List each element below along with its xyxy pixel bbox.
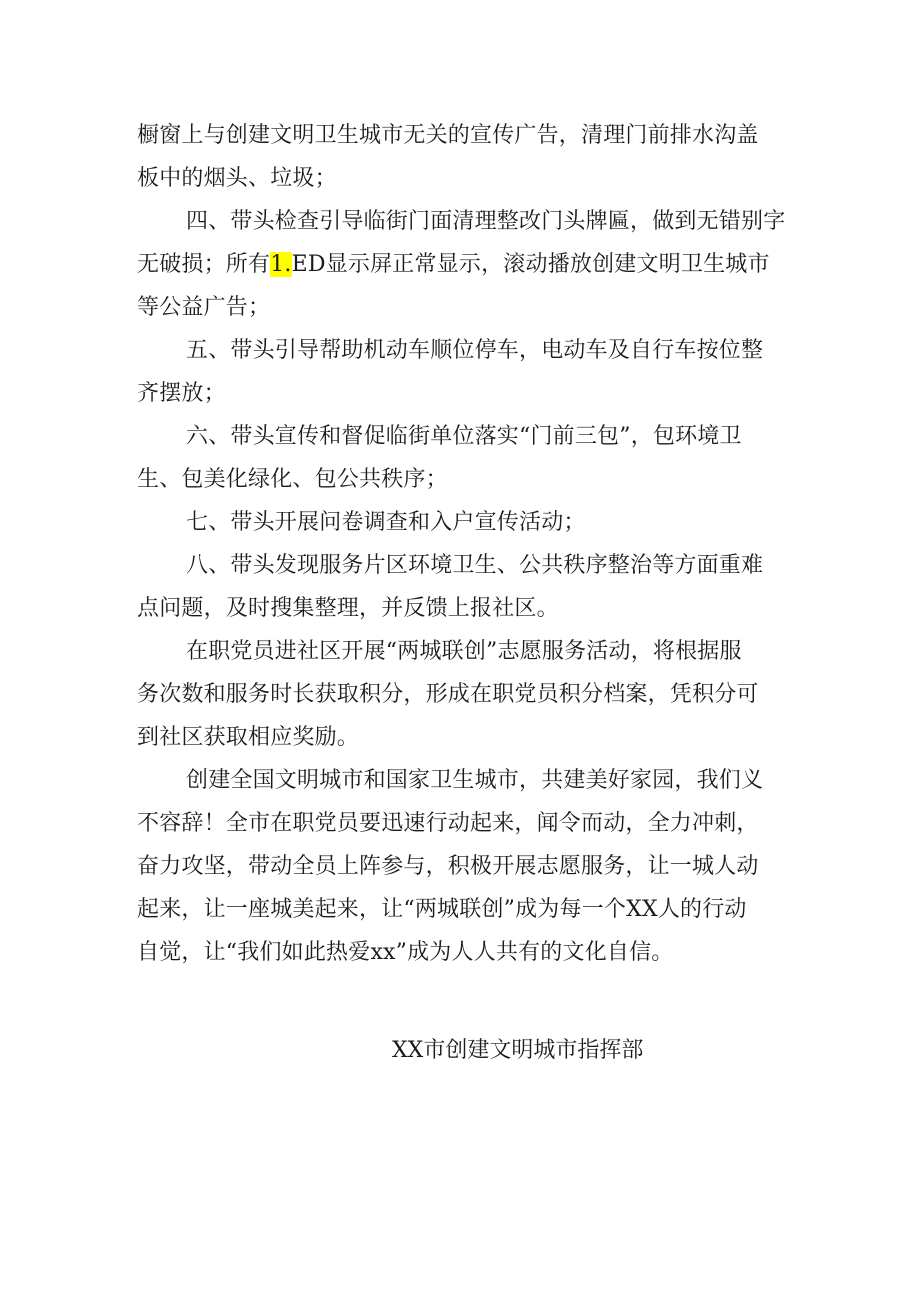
paragraph-line: 不容辞！全市在职党员要迅速行动起来，闻令而动，全力冲刺， <box>137 811 759 836</box>
paragraph-line: 点问题，及时搜集整理，并反馈上报社区。 <box>137 596 559 621</box>
paragraph-line: 自觉，让“我们如此热爱xx”成为人人共有的文化自信。 <box>137 940 674 965</box>
paragraph-line: 五、带头引导帮助机动车顺位停车，电动车及自行车按位整 <box>186 338 764 363</box>
paragraph-line: 在职党员进社区开展“两城联创”志愿服务活动，将根据服 <box>186 639 742 664</box>
paragraph-line: 八、带头发现服务片区环境卫生、公共秩序整治等方面重难 <box>186 553 764 578</box>
paragraph-line: 生、包美化绿化、包公共秩序； <box>137 467 448 492</box>
paragraph-line-with-highlight <box>137 245 787 285</box>
paragraph-line: 橱窗上与创建文明卫生城市无关的宣传广告，清理门前排水沟盖 <box>137 123 759 148</box>
paragraph-line: 齐摆放； <box>137 381 226 406</box>
line-text: ED显示屏正常显示，滚动播放创建文明卫生城市 <box>291 252 770 277</box>
paragraph-line: 四、带头检查引导临街门面清理整改门头牌匾，做到无错别字 <box>186 209 786 234</box>
paragraph-line: 创建全国文明城市和国家卫生城市，共建美好家园，我们义 <box>186 768 764 793</box>
paragraph-line: 起来，让一座城美起来，让“两城联创”成为每一个XX人的行动 <box>137 897 747 922</box>
signature: XX市创建文明城市指挥部 <box>392 1038 644 1063</box>
paragraph-line: 七、带头开展问卷调查和入户宣传活动； <box>186 510 586 535</box>
paragraph-line: 务次数和服务时长获取积分，形成在职党员积分档案，凭积分可 <box>137 682 759 707</box>
paragraph-line: 等公益广告； <box>137 295 271 320</box>
paragraph-line: 奋力攻坚，带动全员上阵参与，积极开展志愿服务，让一城人动 <box>137 854 759 879</box>
line-text: 无破损；所有 <box>137 252 271 277</box>
paragraph-line: 到社区获取相应奖励。 <box>137 725 360 750</box>
paragraph-line: 板中的烟头、垃圾； <box>137 166 337 191</box>
paragraph-line: 六、带头宣传和督促临街单位落实“门前三包”，包环境卫 <box>186 424 742 449</box>
highlighted-text: 1. <box>270 252 292 277</box>
